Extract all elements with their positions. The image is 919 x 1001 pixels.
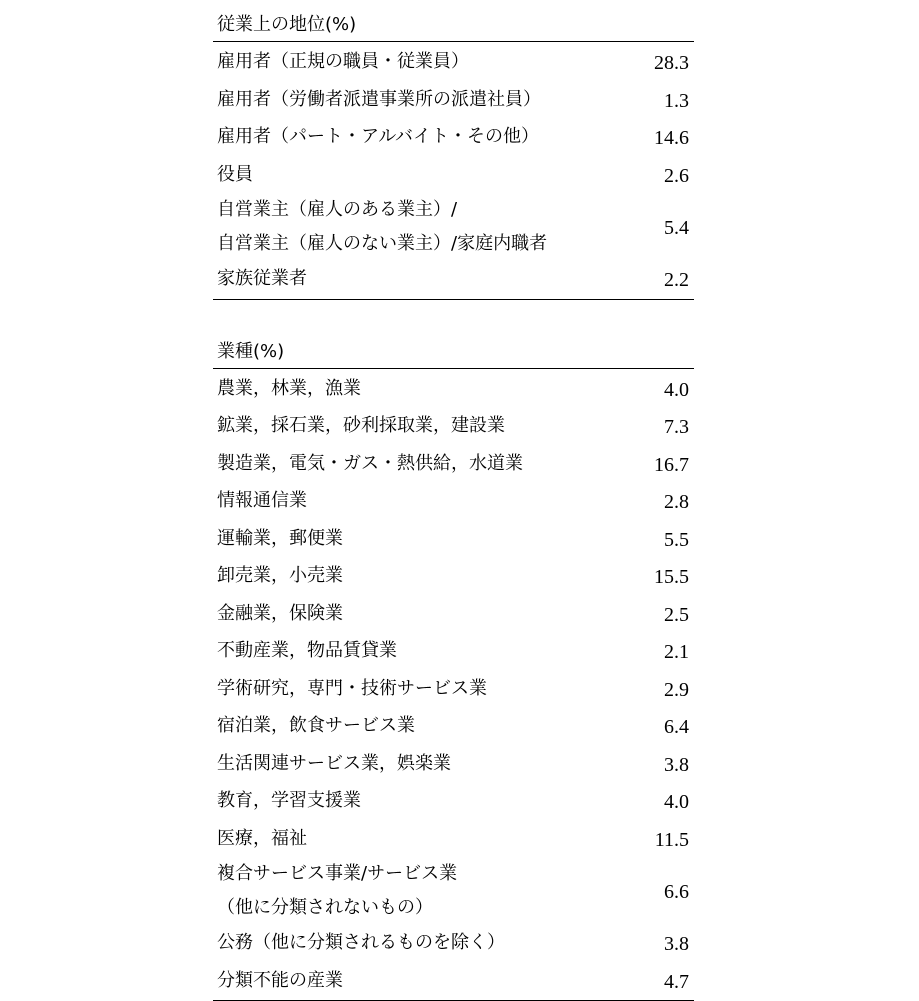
- row-label: 不動産業，物品賃貸業: [213, 634, 397, 668]
- table-row: [213, 670, 694, 708]
- employment-status-table: [213, 41, 694, 300]
- table-row: [213, 445, 694, 483]
- table-row: [213, 962, 694, 1000]
- row-label: 雇用者（パート・アルバイト・その他）: [213, 120, 539, 154]
- table-row: [213, 857, 694, 924]
- table-row: [213, 407, 694, 445]
- row-value: 2.1: [664, 632, 694, 670]
- row-label-line-1: 自営業主（雇人のある業主）/: [217, 193, 547, 227]
- document: [213, 0, 694, 1001]
- row-label: 情報通信業: [213, 484, 307, 518]
- row-label-line-1: 複合サービス事業/サービス業: [217, 857, 457, 891]
- row-label: 学術研究，専門・技術サービス業: [213, 672, 487, 706]
- row-value: 2.6: [664, 156, 694, 194]
- industry-title: 業種(%): [213, 335, 694, 368]
- row-label: [213, 193, 547, 260]
- row-value: 2.5: [664, 595, 694, 633]
- table-row: [213, 595, 694, 633]
- row-value: 14.6: [654, 118, 694, 156]
- table-row: [213, 43, 694, 81]
- row-value: 4.7: [664, 962, 694, 1000]
- row-value: 2.8: [664, 482, 694, 520]
- row-label: 公務（他に分類されるものを除く）: [213, 926, 505, 960]
- row-label: 宿泊業，飲食サービス業: [213, 709, 415, 743]
- row-label: 役員: [213, 158, 253, 192]
- row-label: 農業，林業，漁業: [213, 372, 361, 406]
- table-row: [213, 118, 694, 156]
- row-value: 3.8: [664, 745, 694, 783]
- table-row: [213, 820, 694, 858]
- table-row: [213, 260, 694, 298]
- row-label: 教育，学習支援業: [213, 784, 361, 818]
- row-label: 家族従業者: [213, 262, 307, 296]
- row-label: 金融業，保険業: [213, 597, 343, 631]
- row-label: [213, 857, 457, 924]
- row-label: 卸売業，小売業: [213, 559, 343, 593]
- row-value: 5.5: [664, 520, 694, 558]
- row-value: 6.6: [664, 872, 694, 910]
- row-value: 3.8: [664, 924, 694, 962]
- row-label: 分類不能の産業: [213, 964, 343, 998]
- table-row: [213, 156, 694, 194]
- row-value: 5.4: [664, 208, 694, 246]
- table-row: [213, 193, 694, 260]
- row-label: 医療，福祉: [213, 822, 307, 856]
- row-value: 16.7: [654, 445, 694, 483]
- row-label: 製造業，電気・ガス・熱供給，水道業: [213, 447, 523, 481]
- table-row: [213, 81, 694, 119]
- row-value: 2.9: [664, 670, 694, 708]
- table-row: [213, 520, 694, 558]
- row-label: 鉱業，採石業，砂利採取業，建設業: [213, 409, 505, 443]
- row-label: 雇用者（労働者派遣事業所の派遣社員）: [213, 83, 541, 117]
- row-value: 15.5: [654, 557, 694, 595]
- table-row: [213, 924, 694, 962]
- table-row: [213, 632, 694, 670]
- industry-table: [213, 368, 694, 1001]
- row-label: 生活関連サービス業，娯楽業: [213, 747, 451, 781]
- row-value: 1.3: [664, 81, 694, 119]
- table-row: [213, 745, 694, 783]
- row-label-line-2: （他に分類されないもの）: [217, 891, 457, 925]
- row-value: 4.0: [664, 782, 694, 820]
- row-value: 28.3: [654, 43, 694, 81]
- table-row: [213, 370, 694, 408]
- row-label-line-2: 自営業主（雇人のない業主）/家庭内職者: [217, 227, 547, 261]
- employment-status-title: 従業上の地位(%): [213, 8, 694, 41]
- table-row: [213, 782, 694, 820]
- table-row: [213, 482, 694, 520]
- row-label: 雇用者（正規の職員・従業員）: [213, 45, 469, 79]
- row-value: 2.2: [664, 260, 694, 298]
- table-row: [213, 707, 694, 745]
- row-value: 7.3: [664, 407, 694, 445]
- table-row: [213, 557, 694, 595]
- row-value: 11.5: [655, 820, 694, 858]
- row-value: 4.0: [664, 370, 694, 408]
- row-value: 6.4: [664, 707, 694, 745]
- row-label: 運輸業，郵便業: [213, 522, 343, 556]
